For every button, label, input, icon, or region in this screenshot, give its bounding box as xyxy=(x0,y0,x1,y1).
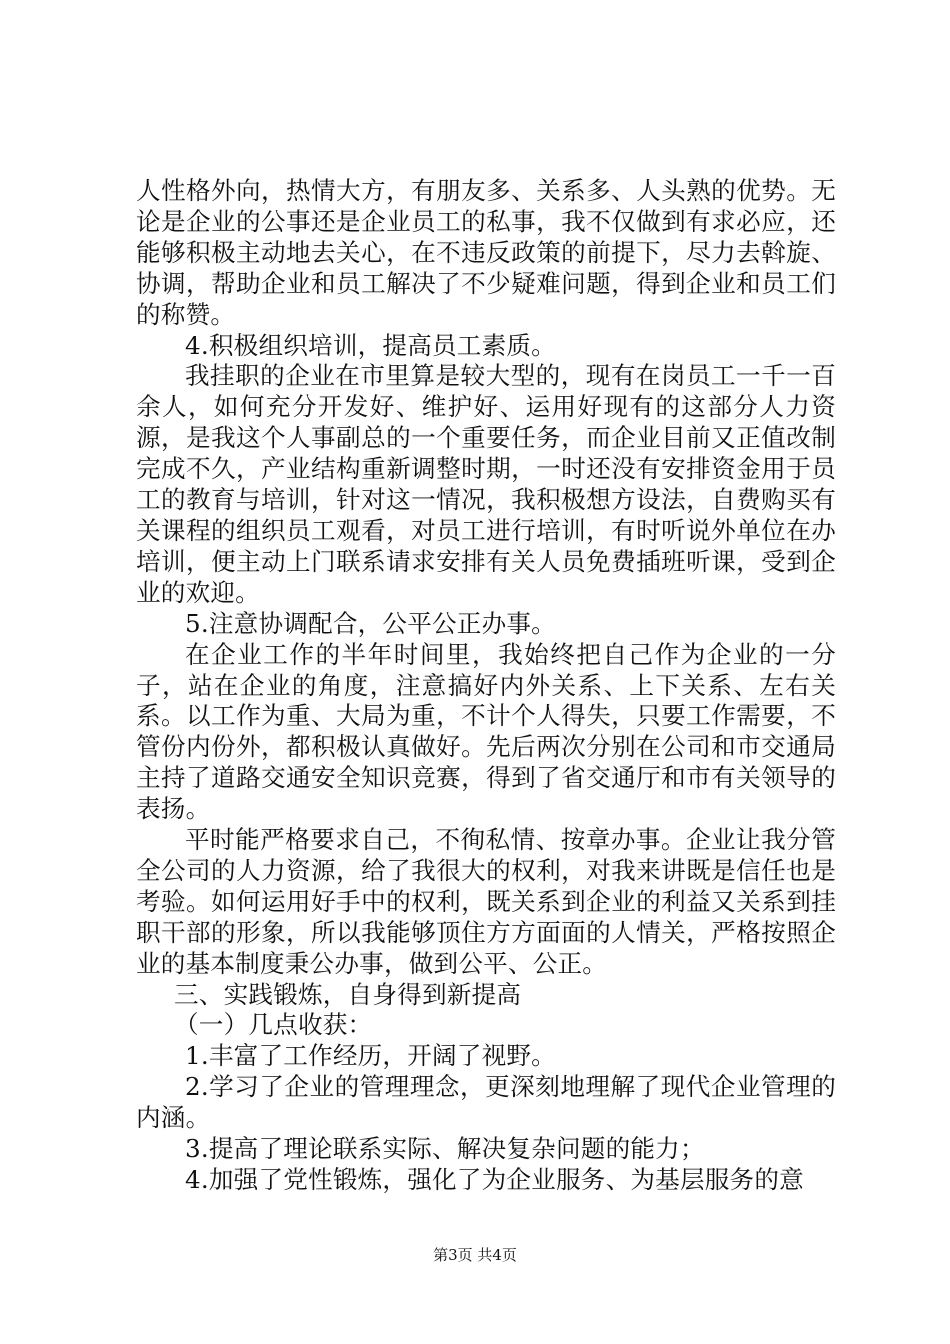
paragraph-discipline: 平时能严格要求自己，不徇私情、按章办事。企业让我分管全公司的人力资源，给了我很大的权利，对我来讲既是信任也是考验。如何运用好手中的权利，既关系到企业的利益又关系到挂职干部的形象，所以我能够顶住方方面面的人情关，严格按照企业的基本制度秉公办事，做到公平、公正。 xyxy=(136,825,836,978)
paragraph-coordination: 在企业工作的半年时间里，我始终把自己作为企业的一分子，站在企业的角度，注意搞好内外关系、上下关系、左右关系。以工作为重、大局为重，不计个人得失，只要工作需要，不管份内份外，都积极认真做好。先后两次分别在公司和市交通局主持了道路交通安全知识竞赛，得到了省交通厅和市有关领导的表扬。 xyxy=(136,639,836,824)
section-heading-training: 4.积极组织培训，提高员工素质。 xyxy=(185,330,556,360)
list-item-gain-1: 1.丰富了工作经历，开阔了视野。 xyxy=(185,1041,556,1071)
paragraph-continuation: 人性格外向，热情大方，有朋友多、关系多、人头熟的优势。无论是企业的公事还是企业员工的私事，我不仅做到有求必应，还能够积极主动地去关心，在不违反政策的前提下，尽力去斡旋、协调，帮助企业和员工解决了不少疑难问题，得到企业和员工们的称赞。 xyxy=(136,176,836,329)
subsection-heading-gains: （一）几点收获： xyxy=(174,1010,373,1040)
list-item-gain-3: 3.提高了理论联系实际、解决复杂问题的能力； xyxy=(185,1134,705,1164)
document-body xyxy=(136,176,836,1196)
section-heading-coordination: 5.注意协调配合，公平公正办事。 xyxy=(185,608,556,638)
list-item-gain-4: 4.加强了党性锻炼，强化了为企业服务、为基层服务的意 xyxy=(185,1165,804,1194)
list-item-gain-2: 2.学习了企业的管理理念，更深刻地理解了现代企业管理的内涵。 xyxy=(136,1072,836,1133)
paragraph-training: 我挂职的企业在市里算是较大型的，现有在岗员工一千一百余人，如何充分开发好、维护好、运用好现有的这部分人力资源，是我这个人事副总的一个重要任务，而企业目前又正值改制完成不久，产业结构重新调整时期，一时还没有安排资金用于员工的教育与培训，针对这一情况，我积极想方设法，自费购买有关课程的组织员工观看，对员工进行培训，有时听说外单位在办培训，便主动上门联系请求安排有关人员免费插班听课，受到企业的欢迎。 xyxy=(136,361,836,607)
page-number-footer: 第3页 共4页 xyxy=(433,1246,517,1264)
section-heading-improvement: 三、实践锻炼，自身得到新提高 xyxy=(174,979,522,1009)
